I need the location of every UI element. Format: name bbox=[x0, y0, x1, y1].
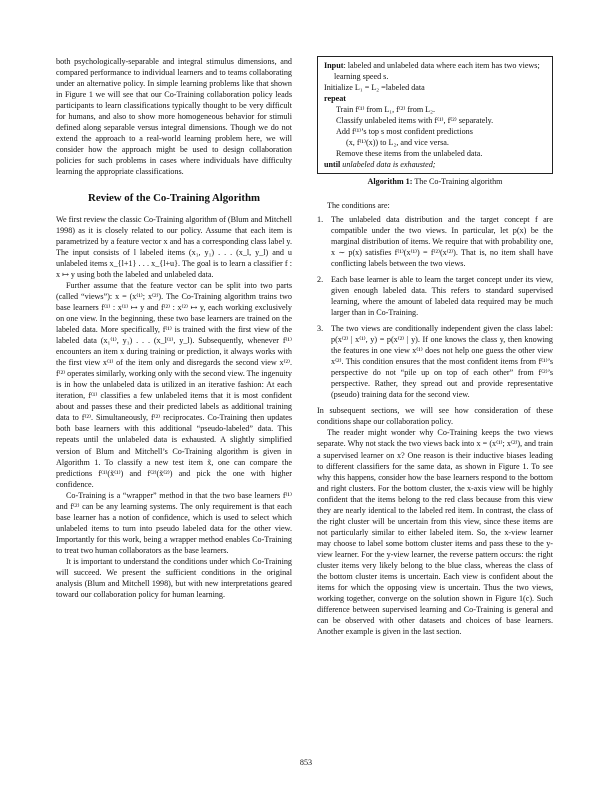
body-paragraph: The reader might wonder why Co-Training keeps the two views separate. Why not stack the two views back into x = (x⁽¹⁾; x⁽²⁾), and train a supervised learner on x? One reason is their inductive biases leading to different classifiers for the same data, as shown in Figure 1. To see why this happens, consider how the base learners respond to the bottom and right clusters. For the bottom cluster, the x-axis view will be highly confident that the items belong to the red class because from this view they are nearly identical to the labeled red item. In contrast, the class of the right cluster will be uncertain from this view, since these items are not particularly similar to either labeled item. So, the x-view learner may choose to label some bottom cluster items and pass these to the y-view learner. For the y-view learner, the reverse pattern occurs: the right cluster items very likely belong to the blue class, whereas the class of the bottom cluster items is uncertain. Each view is confident about the items for which the opposing view is uncertain. Thus the two views, working together, converge on the solution shown in Figure 1(c). Such difference between supervised learning and Co-Training is general and can be observed with other datasets and choices of base learners. Another example is given in the last section. bbox=[317, 428, 553, 637]
algorithm-until-text: unlabeled data is exhausted; bbox=[342, 160, 436, 170]
condition-item bbox=[317, 214, 553, 269]
algorithm-caption-label: Algorithm 1: bbox=[367, 177, 413, 187]
condition-number: 3. bbox=[317, 323, 324, 333]
algorithm-step: Classify unlabeled items with f⁽¹⁾, f⁽²⁾ separately. bbox=[336, 116, 494, 126]
condition-text: Each base learner is able to learn the target concept under its view, given enough labeled data. This refers to standard supervised learning, where the amount of labeled data required may be much larger than in Co-Training. bbox=[331, 274, 553, 317]
conditions-intro: The conditions are: bbox=[327, 200, 390, 210]
section-title: Review of the Co-Training Algorithm bbox=[88, 191, 260, 204]
condition-number: 2. bbox=[317, 274, 324, 284]
body-paragraph: Co-Training is a “wrapper” method in that the two base learners f⁽¹⁾ and f⁽²⁾ can be any learning systems. The only requirement is that each base learner has a notion of confidence, which is used to select which unlabeled items to turn into pseudo labeled data for the other view. Importantly for this work, being a wrapper method enables Co-Training to treat two human collaborators as the base learners. bbox=[56, 490, 292, 555]
algorithm-input-label: Input bbox=[324, 61, 344, 70]
algorithm-input-text: : labeled and unlabeled data where each item has two views; learning speed s. bbox=[334, 61, 540, 82]
condition-item bbox=[317, 323, 553, 400]
body-paragraph: In subsequent sections, we will see how consideration of these conditions shape our collaboration policy. bbox=[317, 406, 553, 427]
algorithm-caption-text: The Co-Training algorithm bbox=[414, 177, 503, 187]
condition-number: 1. bbox=[317, 214, 324, 224]
left-column bbox=[56, 56, 292, 600]
body-paragraph: It is important to understand the conditions under which Co-Training will succeed. We present the sufficient conditions in the original analysis (Blum and Mitchell 1998), but with new interpretations geared toward our collaboration policy for human learning. bbox=[56, 556, 292, 600]
algorithm-init-line: Initialize L₁ = L₂ =labeled data bbox=[324, 83, 425, 93]
right-column bbox=[317, 56, 553, 637]
page-number: 853 bbox=[299, 758, 313, 767]
algorithm-step: Add f⁽¹⁾’s top s most confident predictions bbox=[336, 127, 473, 137]
algorithm-step: Remove these items from the unlabeled data. bbox=[336, 149, 483, 159]
algorithm-step-continuation: (x, f⁽¹⁾(x)) to L₂, and vice versa. bbox=[346, 138, 449, 148]
condition-text: The unlabeled data distribution and the target concept f are compatible under the two views. In particular, let p(x) be the marginal distribution of items. We require that with probability one, x ∼ p(x) satisfies f⁽¹⁾(x⁽¹⁾) = f⁽²⁾(x⁽²⁾). That is, no item shall have conflicting labels between the two views. bbox=[331, 214, 553, 268]
algorithm-caption bbox=[317, 176, 553, 187]
algorithm-repeat-keyword: repeat bbox=[324, 94, 346, 104]
algorithm-step: Train f⁽¹⁾ from L₁, f⁽²⁾ from L₂. bbox=[336, 105, 436, 115]
algorithm-until-keyword: until bbox=[324, 160, 341, 170]
algorithm-input-line bbox=[324, 60, 546, 82]
condition-text: The two views are conditionally independent given the class label: p(x⁽²⁾ | x⁽¹⁾, y) = p(x⁽²⁾ | y). If one knows the class y, then knowing the features in one view x⁽¹⁾ does not help one guess the other view x⁽²⁾. This condition ensures that the most confident items from f⁽¹⁾’s perspective do not “pile up on top of each other” from f⁽²⁾’s perspective. Rather, they spread out and provide representative (pseudo) training data for the second view. bbox=[331, 323, 553, 400]
condition-item bbox=[317, 274, 553, 318]
intro-paragraph: both psychologically-separable and integral stimulus dimensions, and compared performance to individual learners and to teams collaborating under an alternative policy. In simple learning problems like that shown in Figure 1 we will see that our Co-Training collaboration policy leads participants to learn classifications typically thought to be very difficult for humans, and also to show more homogeneous behavior for stimuli defined along separable versus integral dimensions. Though we do not extend the approach to a real-world learning problem here, we will consider how the approach might be used to design collaboration policies for such problems in cases where individuals have difficulty learning the appropriate classifications. bbox=[56, 57, 292, 177]
body-paragraph: Further assume that the feature vector can be split into two parts (called “views”): x = (x⁽¹⁾; x⁽²⁾). The Co-Training algorithm trains two base learners f⁽¹⁾ : x⁽¹⁾ ↦ y and f⁽²⁾ : x⁽²⁾ ↦ y, each working exclusively on one view. In the beginning, these two base learners are trained on the labeled data. More specifically, f⁽¹⁾ is trained with the first view of the labeled data (x₁⁽¹⁾, y₁) . . . (x_l⁽¹⁾, y_l). Subsequently, whenever f⁽¹⁾ encounters an item x during training or prediction, it always works with the first view x⁽¹⁾ of the item only and disregards the second view x⁽²⁾. f⁽²⁾ operates similarly, working only with the second view. The ingenuity is in how the unlabeled data is utilized in an iterative fashion: At each iteration, f⁽¹⁾ classifies a few unlabeled items that it is most confident about and passes these and their predicted labels as additional training data to f⁽²⁾. Simultaneously, f⁽²⁾ reciprocates. Co-Training then updates both base learners with this additional “pseudo-labeled” data. This repeats until the unlabeled data is exhausted. A slightly simplified version of Blum and Mitchell’s Co-Training algorithm is given in Algorithm 1. To classify a new test item x̃, one can compare the predictions f⁽¹⁾(x̃⁽¹⁾) and f⁽²⁾(x̃⁽²⁾) and pick the one with higher confidence. bbox=[56, 280, 292, 489]
algorithm-until-line bbox=[324, 159, 546, 170]
algorithm-box bbox=[317, 56, 553, 174]
body-paragraph: We first review the classic Co-Training algorithm of (Blum and Mitchell 1998) as it is closely related to our policy. Assume that each item is parametrized by a feature vector x and has a corresponding class label y. The input consists of l labeled items (x₁, y₁) . . . (x_l, y_l) and u unlabeled items x_{l+1} . . . x_{l+u}. The goal is to learn a classifier f : x ↦ y using both the labeled and unlabeled data. bbox=[56, 214, 292, 279]
